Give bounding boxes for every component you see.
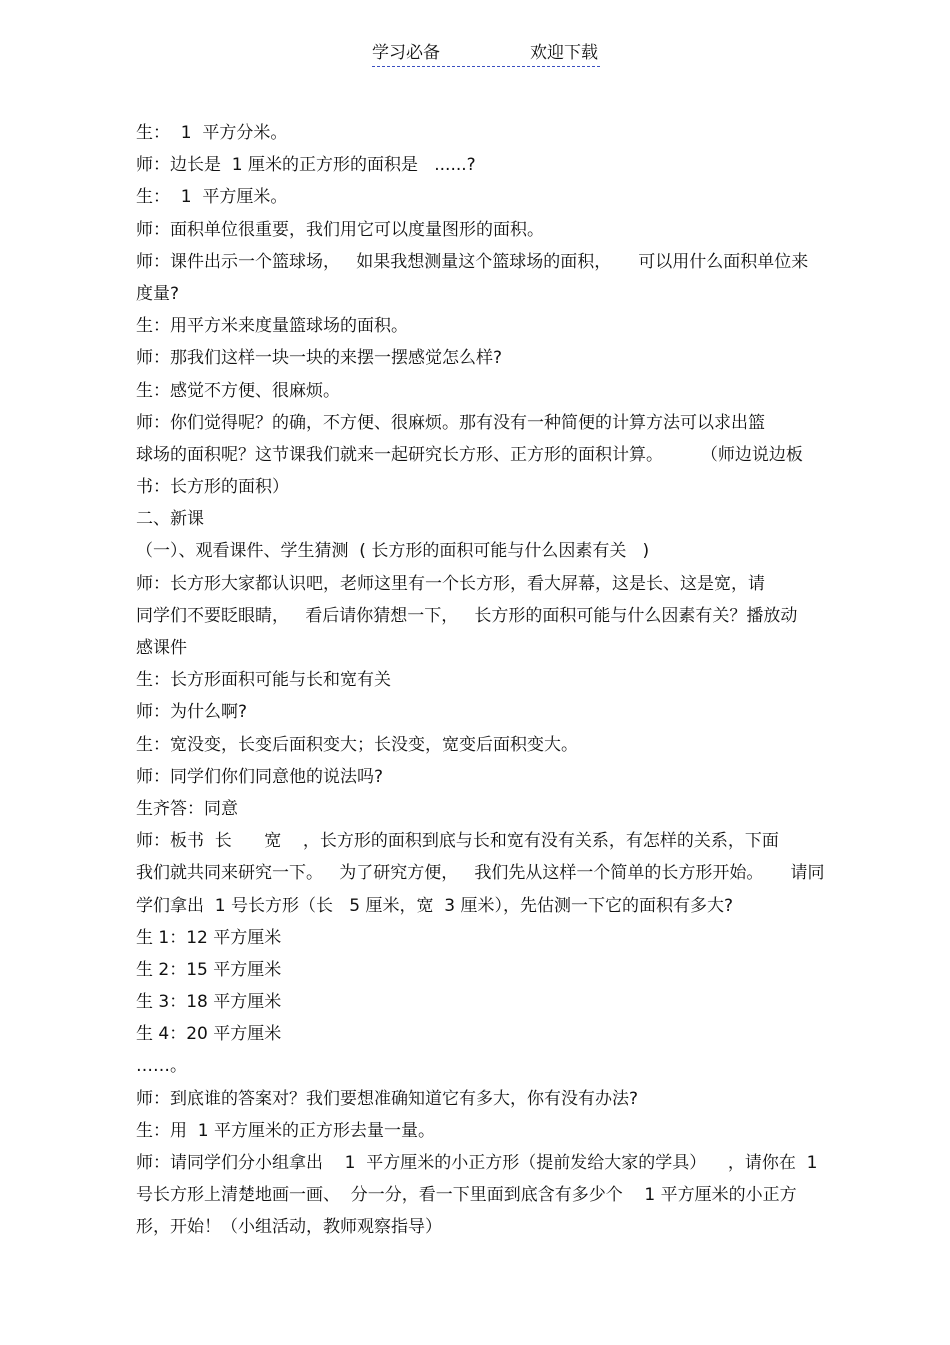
text-line: 师：同学们你们同意他的说法吗? [136,766,384,787]
text-line: 同学们不要眨眼睛， 看后请你猜想一下， 长方形的面积可能与什么因素有关？播放动 [136,605,798,626]
text-line: 书：长方形的面积） [136,477,289,498]
text-line: 生： 1 平方厘米。 [136,187,288,208]
text-line: 我们就共同来研究一下。 为了研究方便， 我们先从这样一个简单的长方形开始。 请同 [136,863,825,884]
subsection-heading: （一）、观看课件、学生猜测 ( 长方形的面积可能与什么因素有关 ) [136,541,650,562]
text-line: 形，开始！（小组活动，教师观察指导） [136,1217,442,1238]
text-line: 感课件 [136,638,187,658]
text-line: 师：那我们这样一块一块的来摆一摆感觉怎么样? [136,348,503,369]
text-line: 号长方形上清楚地画一画、 分一分，看一下里面到底含有多少个 1 平方厘米的小正方 [136,1185,797,1206]
page-header [372,40,600,67]
document-body [136,117,836,1244]
text-line: 生齐答：同意 [136,798,238,819]
text-line: 生 3：18 平方厘米 [136,992,282,1013]
text-line: 生 1：12 平方厘米 [136,927,282,948]
text-line: ……。 [136,1056,187,1077]
text-line: 生 4：20 平方厘米 [136,1024,282,1045]
text-line: 生：长方形面积可能与长和宽有关 [136,670,391,691]
text-line: 生：宽没变，长变后面积变大；长没变，宽变后面积变大。 [136,734,578,755]
text-line: 师：为什么啊? [136,702,248,723]
header-left-text: 学习必备 [372,43,440,63]
section-heading: 二、新课 [136,509,204,530]
text-line: 师：边长是 1 厘米的正方形的面积是 ......? [136,155,476,176]
text-line: 生：感觉不方便、很麻烦。 [136,380,340,401]
text-line: 生： 1 平方分米。 [136,123,288,143]
text-line: 生：用 1 平方厘米的正方形去量一量。 [136,1120,436,1141]
text-line: 生：用平方米来度量篮球场的面积。 [136,316,408,337]
text-line: 师：长方形大家都认识吧，老师这里有一个长方形，看大屏幕，这是长、这是宽，请 [136,573,765,594]
text-line: 球场的面积呢？这节课我们就来一起研究长方形、正方形的面积计算。 （师边说边板 [136,444,803,465]
text-line: 生 2：15 平方厘米 [136,959,282,980]
text-line: 学们拿出 1 号长方形（长 5 厘米，宽 3 厘米），先估测一下它的面积有多大? [136,895,734,916]
text-line: 度量? [136,283,180,304]
text-line: 师：课件出示一个篮球场， 如果我想测量这个篮球场的面积， 可以用什么面积单位来 [136,251,809,272]
header-right-text: 欢迎下载 [530,43,598,63]
text-line: 师：板书 长 宽 ，长方形的面积到底与长和宽有没有关系，有怎样的关系，下面 [136,831,779,852]
text-line: 师：到底谁的答案对？我们要想准确知道它有多大，你有没有办法? [136,1088,639,1109]
text-line: 师：请同学们分小组拿出 1 平方厘米的小正方形（提前发给大家的学具） ，请你在 1 [136,1153,818,1173]
text-line: 师：面积单位很重要，我们用它可以度量图形的面积。 [136,219,544,240]
text-line: 师：你们觉得呢？的确，不方便、很麻烦。那有没有一种简便的计算方法可以求出篮 [136,412,765,433]
